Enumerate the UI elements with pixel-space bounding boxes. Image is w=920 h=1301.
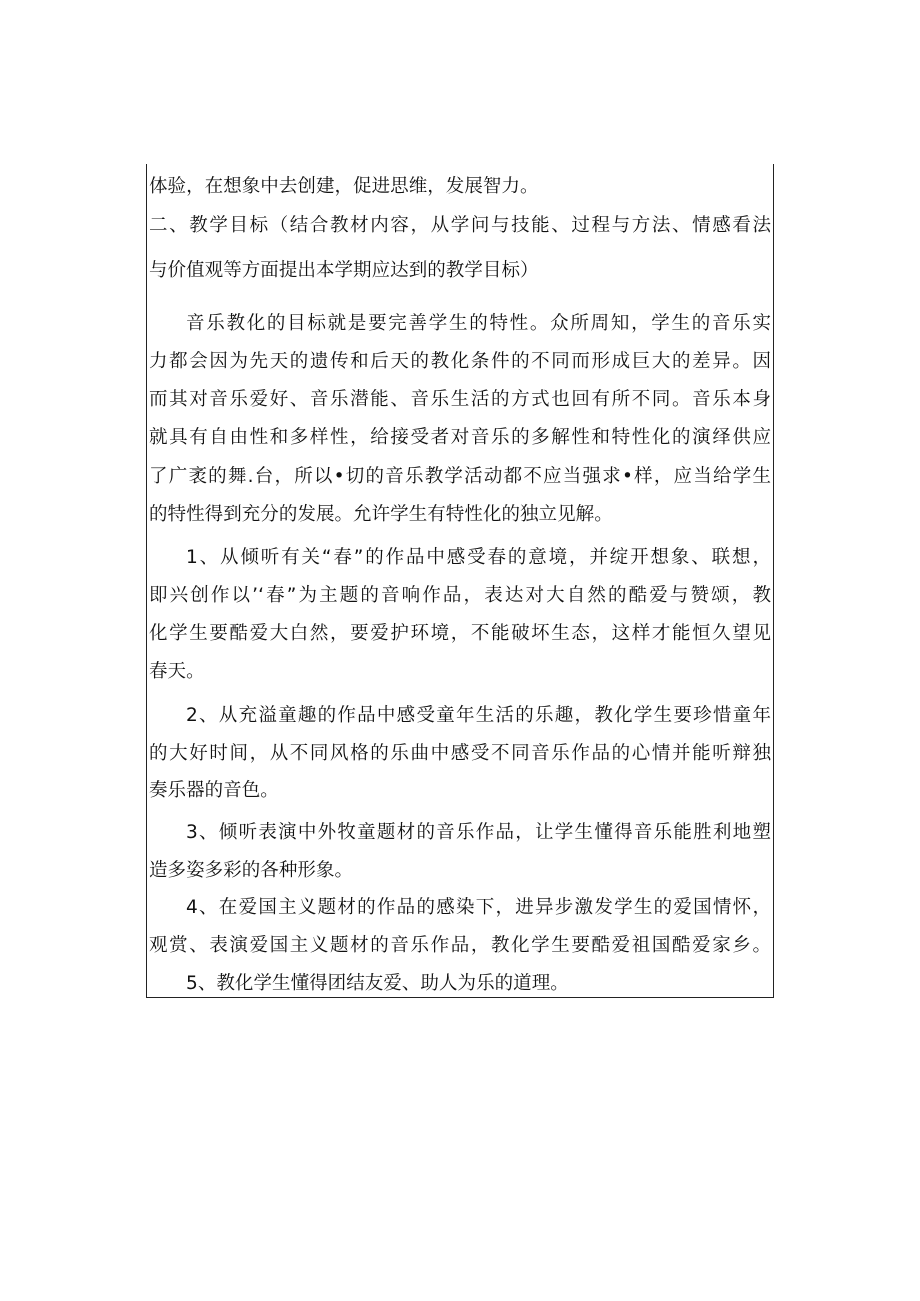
text-line-1: 体验，在想象中去创建，促进思维，发展智力。 [149,176,539,197]
goal-4-line-2: 观赏、表演爱国主义题材的音乐作品，教化学生要酷爱祖国酷爱家乡。 [149,935,771,956]
goal-1-line-1: 1、从倾听有关“春”的作品中感受春的意境，并绽开想象、联想， [186,547,771,568]
paragraph-line-3: 而其对音乐爱好、音乐潜能、音乐生活的方式也回有所不同。音乐本身 [149,389,771,410]
section-heading-line-1: 二、教学目标（结合教材内容，从学问与技能、过程与方法、情感看法 [149,215,771,236]
goal-1-line-3: 化学生要酷爱大白然，要爱护环境，不能破坏生态，这样才能恒久望见 [149,623,771,644]
goal-1-line-2: 即兴创作以’‘春”为主题的音响作品，表达对大自然的酷爱与赞颂，教 [149,585,771,606]
paragraph-line-5: 了广袤的舞.台，所以•切的音乐教学活动都不应当强求•样，应当给学生 [149,466,771,487]
paragraph-line-2: 力都会因为先天的遗传和后天的教化条件的不同而形成巨大的差异。因 [149,351,771,372]
paragraph-line-1: 音乐教化的目标就是要完善学生的特性。众所周知，学生的音乐实 [186,313,771,334]
paragraph-line-6: 的特性得到充分的发展。允许学生有特性化的独立见解。 [149,504,613,525]
goal-2-line-1: 2、从充溢童趣的作品中感受童年生活的乐趣，教化学生要珍惜童年 [186,705,771,726]
goal-1-line-4: 春天。 [149,661,205,682]
goal-4-line-1: 4、在爱国主义题材的作品的感染下，进异步激发学生的爱国情怀， [186,897,771,918]
paragraph-line-4: 就具有自由性和多样性，给接受者对音乐的多解性和特性化的演绎供应 [149,427,771,448]
goal-3-line-2: 造多姿多彩的各种形象。 [149,860,354,881]
goal-2-line-2: 的大好时间，从不同风格的乐曲中感受不同音乐作品的心情并能听辩独 [149,743,771,764]
goal-3-line-1: 3、倾听表演中外牧童题材的音乐作品，让学生懂得音乐能胜利地塑 [186,822,771,843]
goal-2-line-3: 奏乐器的音色。 [149,780,279,801]
goal-5-line-1: 5、教化学生懂得团结友爱、助人为乐的道理。 [186,973,569,994]
section-heading-line-2: 与价值观等方面提出本学期应达到的教学目标） [149,260,539,281]
